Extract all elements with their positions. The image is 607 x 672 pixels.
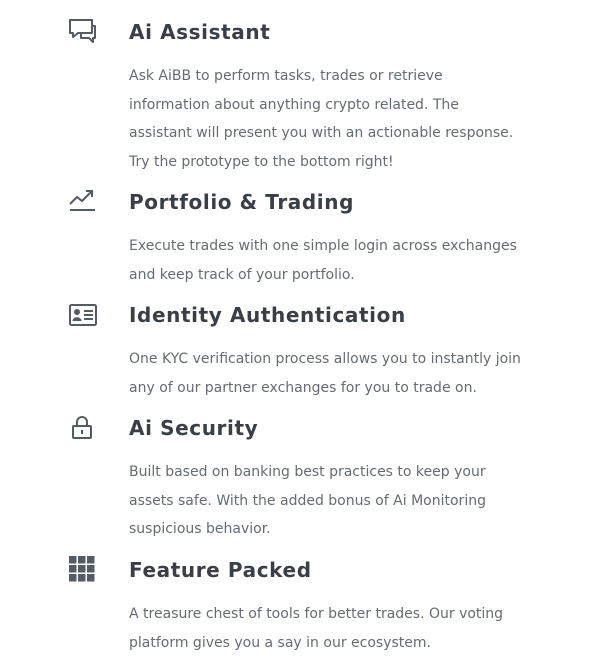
chat-bubbles-icon	[68, 18, 98, 48]
feature-title: Ai Assistant	[129, 20, 271, 44]
trending-up-icon	[68, 188, 98, 218]
feature-title: Portfolio & Trading	[129, 190, 355, 214]
feature-description: Execute trades with one simple login across exchanges and keep track of your portfolio.	[129, 238, 517, 283]
grid-icon	[68, 556, 98, 586]
feature-description: Built based on banking best practices to keep your assets safe. With the added bonus of Ai Monitoring suspicious behavior.	[129, 464, 486, 537]
feature-description: Ask AiBB to perform tasks, trades or retrieve information about anything crypto related. The assistant will present you with an actionable response. Try the prototype to the bottom right!	[129, 68, 514, 170]
id-card-icon	[68, 301, 98, 331]
feature-description: One KYC verification process allows you to instantly join any of our partner exchanges for you to trade on.	[129, 351, 521, 396]
lock-icon	[68, 414, 98, 444]
feature-title: Ai Security	[129, 416, 259, 440]
feature-title: Feature Packed	[129, 558, 312, 582]
feature-title: Identity Authentication	[129, 303, 406, 327]
feature-description: A treasure chest of tools for better trades. Our voting platform gives you a say in our ecosystem.	[129, 606, 504, 651]
